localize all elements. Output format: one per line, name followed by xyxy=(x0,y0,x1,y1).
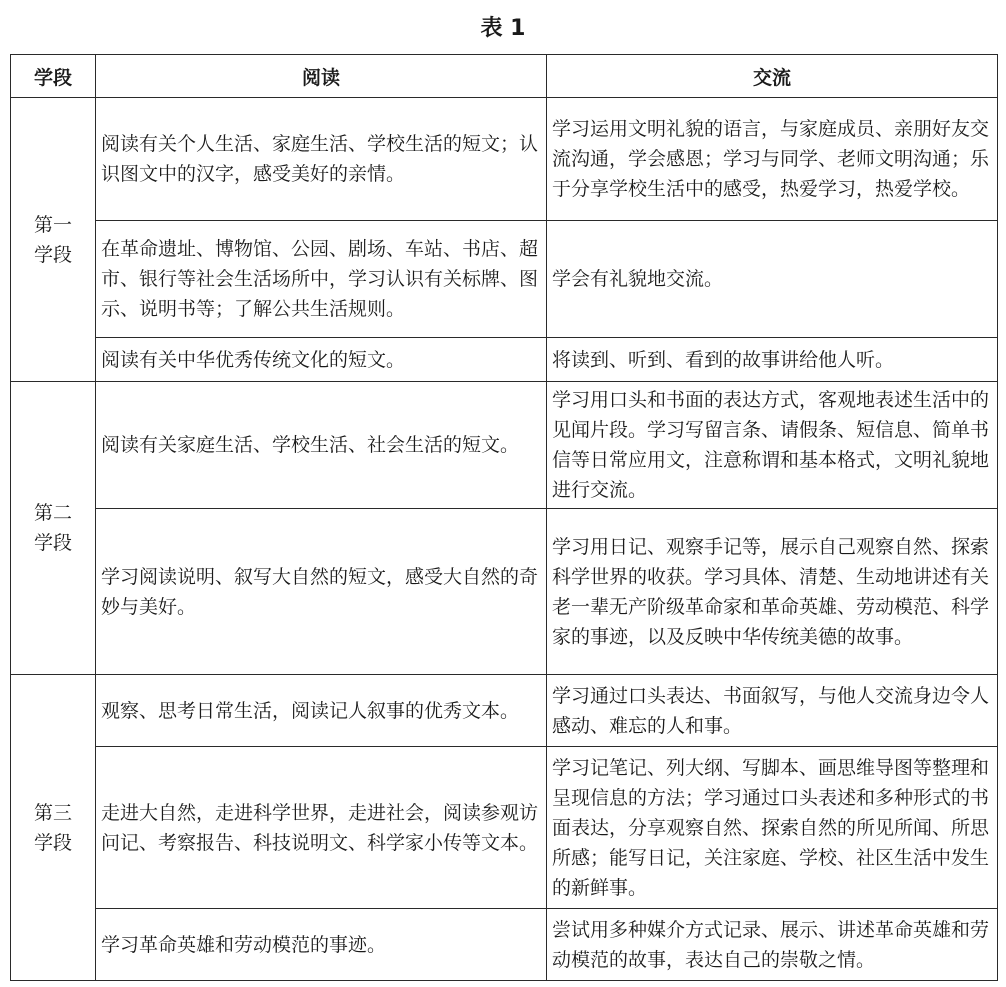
communication-cell: 学习用口头和书面的表达方式，客观地表述生活中的见闻片段。学习写留言条、请假条、短信息、简单书信等日常应用文，注意称谓和基本格式，文明礼貌地进行交流。 xyxy=(547,382,998,509)
communication-cell: 学习用日记、观察手记等，展示自己观察自然、探索科学世界的收获。学习具体、清楚、生动地讲述有关老一辈无产阶级革命家和革命英雄、劳动模范、科学家的事迹，以及反映中华传统美德的故事。 xyxy=(547,509,998,675)
reading-cell: 观察、思考日常生活，阅读记人叙事的优秀文本。 xyxy=(96,675,547,747)
table-row xyxy=(11,221,998,338)
table-row xyxy=(11,98,998,221)
reading-cell: 阅读有关中华优秀传统文化的短文。 xyxy=(96,338,547,382)
header-row xyxy=(11,55,998,98)
communication-cell: 学习通过口头表达、书面叙写，与他人交流身边令人感动、难忘的人和事。 xyxy=(547,675,998,747)
stage-3-line1: 第三 xyxy=(33,801,72,824)
reading-cell: 阅读有关个人生活、家庭生活、学校生活的短文；认识图文中的汉字，感受美好的亲情。 xyxy=(96,98,547,221)
header-reading: 阅读 xyxy=(96,55,547,98)
communication-cell: 将读到、听到、看到的故事讲给他人听。 xyxy=(547,338,998,382)
communication-cell: 学习记笔记、列大纲、写脚本、画思维导图等整理和呈现信息的方法；学习通过口头表述和多种形式的书面表达，分享观察自然、探索自然的所见所闻、所思所感；能写日记，关注家庭、学校、社区生活中发生的新鲜事。 xyxy=(547,747,998,909)
table-row xyxy=(11,509,998,675)
header-stage: 学段 xyxy=(11,55,96,98)
communication-cell: 学会有礼貌地交流。 xyxy=(547,221,998,338)
stage-2-label xyxy=(11,382,96,675)
stage-1-line1: 第一 xyxy=(33,213,72,236)
communication-cell: 学习运用文明礼貌的语言，与家庭成员、亲朋好友交流沟通，学会感恩；学习与同学、老师文明沟通；乐于分享学校生活中的感受，热爱学习，热爱学校。 xyxy=(547,98,998,221)
communication-cell: 尝试用多种媒介方式记录、展示、讲述革命英雄和劳动模范的故事，表达自己的崇敬之情。 xyxy=(547,909,998,981)
reading-cell: 在革命遗址、博物馆、公园、剧场、车站、书店、超市、银行等社会生活场所中，学习认识有关标牌、图示、说明书等；了解公共生活规则。 xyxy=(96,221,547,338)
table-row xyxy=(11,382,998,509)
table-row xyxy=(11,909,998,981)
stage-2-line1: 第二 xyxy=(33,502,72,524)
reading-cell: 阅读有关家庭生活、学校生活、社会生活的短文。 xyxy=(96,382,547,509)
curriculum-table xyxy=(10,54,998,981)
stage-1-line2: 学段 xyxy=(33,243,72,266)
table-row xyxy=(11,338,998,382)
header-communication: 交流 xyxy=(547,55,998,98)
table-row xyxy=(11,747,998,909)
stage-3-label xyxy=(11,675,96,981)
reading-cell: 走进大自然，走进科学世界，走进社会，阅读参观访问记、考察报告、科技说明文、科学家小传等文本。 xyxy=(96,747,547,909)
reading-cell: 学习阅读说明、叙写大自然的短文，感受大自然的奇妙与美好。 xyxy=(96,509,547,675)
table-row xyxy=(11,675,998,747)
stage-1-label xyxy=(11,98,96,382)
stage-3-line2: 学段 xyxy=(33,831,72,854)
table-caption: 表 1 xyxy=(480,16,526,41)
reading-cell: 学习革命英雄和劳动模范的事迹。 xyxy=(96,909,547,981)
stage-2-line2: 学段 xyxy=(33,532,72,554)
